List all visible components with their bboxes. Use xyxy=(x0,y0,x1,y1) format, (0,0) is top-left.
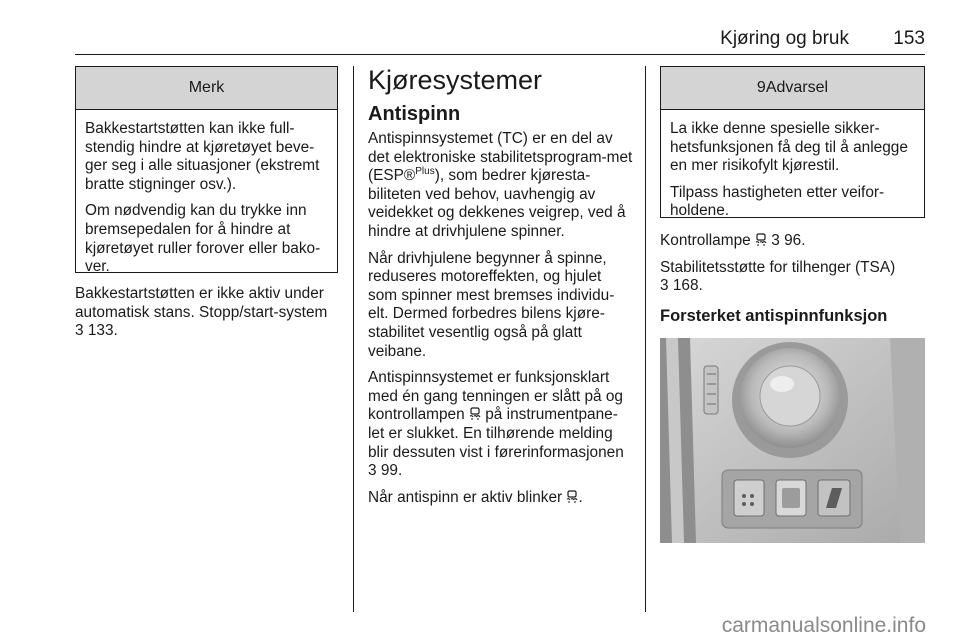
column-divider xyxy=(353,66,354,612)
body-paragraph: Når drivhjulene begynner å spinne, reduseres motoreffekten, og hjulet som spinner mest bremses individu-elt. Dermed forbedres bilens kjøre-stabilitet vesentlig også på glatt veibane. xyxy=(368,249,615,360)
page-ref-icon: 3 xyxy=(368,462,377,480)
note-box xyxy=(75,66,338,276)
page-reference[interactable] xyxy=(368,462,402,479)
page-ref-icon: 3 xyxy=(75,322,84,340)
note-paragraph: Bakkestartstøtten kan ikke full-stendig hindre at kjøretøyet beve-ger seg i alle situasjoner (ekstremt bratte stigninger osv.). xyxy=(85,120,320,193)
traction-control-lamp-icon xyxy=(755,233,767,246)
plus-superscript: Plus xyxy=(415,166,435,178)
warning-title: Advarsel xyxy=(765,79,829,96)
column-middle xyxy=(368,66,633,515)
page-ref-number: 168. xyxy=(672,277,703,295)
column-right xyxy=(660,66,925,543)
traction-control-lamp-icon xyxy=(566,490,578,503)
traction-control-lamp-icon xyxy=(469,407,481,420)
page-ref-number: 96. xyxy=(784,232,806,249)
dashboard-switch-photo xyxy=(660,338,925,543)
page-ref-number: 99. xyxy=(380,462,403,480)
paragraph-text: Bakkestartstøtten er ikke aktiv under automatisk stans. Stopp/start-system xyxy=(75,285,328,321)
watermark: carmanualsonline.info xyxy=(721,614,926,637)
note-title: Merk xyxy=(76,67,337,110)
body-paragraph: Når antispinn er aktiv blinker . xyxy=(368,488,583,506)
warning-paragraph: La ikke denne spesielle sikker-hetsfunksjonen få deg til å anlegge en mer risikofylt kjørestil. xyxy=(670,120,908,175)
page-reference[interactable] xyxy=(771,232,805,249)
warning-triangle-icon: 9 xyxy=(756,79,766,96)
warning-paragraph: Tilpass hastigheten etter veifor-holdene. xyxy=(670,183,885,220)
page-reference[interactable] xyxy=(660,277,703,294)
body-paragraph xyxy=(75,285,338,341)
page-ref-icon: 3 xyxy=(660,277,669,295)
body-paragraph: Antispinnsystemet er funksjonsklart med én gang tenningen er slått på og kontrollampen på instrumentpane-let er slukket. En tilhørende melding blir dessuten vist i førerinformasjonen 3 99. xyxy=(368,369,624,480)
section-title: Kjøring og bruk xyxy=(720,28,849,49)
column-left xyxy=(75,66,338,349)
page-reference[interactable] xyxy=(75,322,118,339)
body-paragraph: Antispinnsystemet (TC) er en del av det elektroniske stabilitetsprogram-met (ESP®$^{Plus}$), som bedrer kjøresta-biliteten ved behov, uavhengig av veidekket og dekkenes veigrep, ved å hindre at drivhjulene spinner. xyxy=(368,130,633,240)
header-rule xyxy=(75,54,925,55)
column-divider xyxy=(645,66,646,612)
warning-box xyxy=(660,66,925,218)
chapter-heading: Kjøresystemer xyxy=(368,65,543,95)
subsection-heading: Forsterket antispinnfunksjon xyxy=(660,306,888,325)
body-paragraph: Stabilitetsstøtte for tilhenger (TSA) 3 168. xyxy=(660,258,896,295)
warning-header xyxy=(661,67,924,110)
page-number: 153 xyxy=(893,28,925,49)
dashboard-switch-illustration xyxy=(660,338,925,543)
page-header xyxy=(75,26,925,54)
page-ref-number: 133. xyxy=(87,322,118,340)
page-ref-icon: 3 xyxy=(771,232,780,249)
section-heading: Antispinn xyxy=(368,103,461,125)
body-paragraph: Kontrollampe 3 96. xyxy=(660,232,806,249)
note-paragraph: Om nødvendig kan du trykke inn bremsepedalen for å hindre at kjøretøyet ruller forover eller bako-ver. xyxy=(85,202,321,276)
